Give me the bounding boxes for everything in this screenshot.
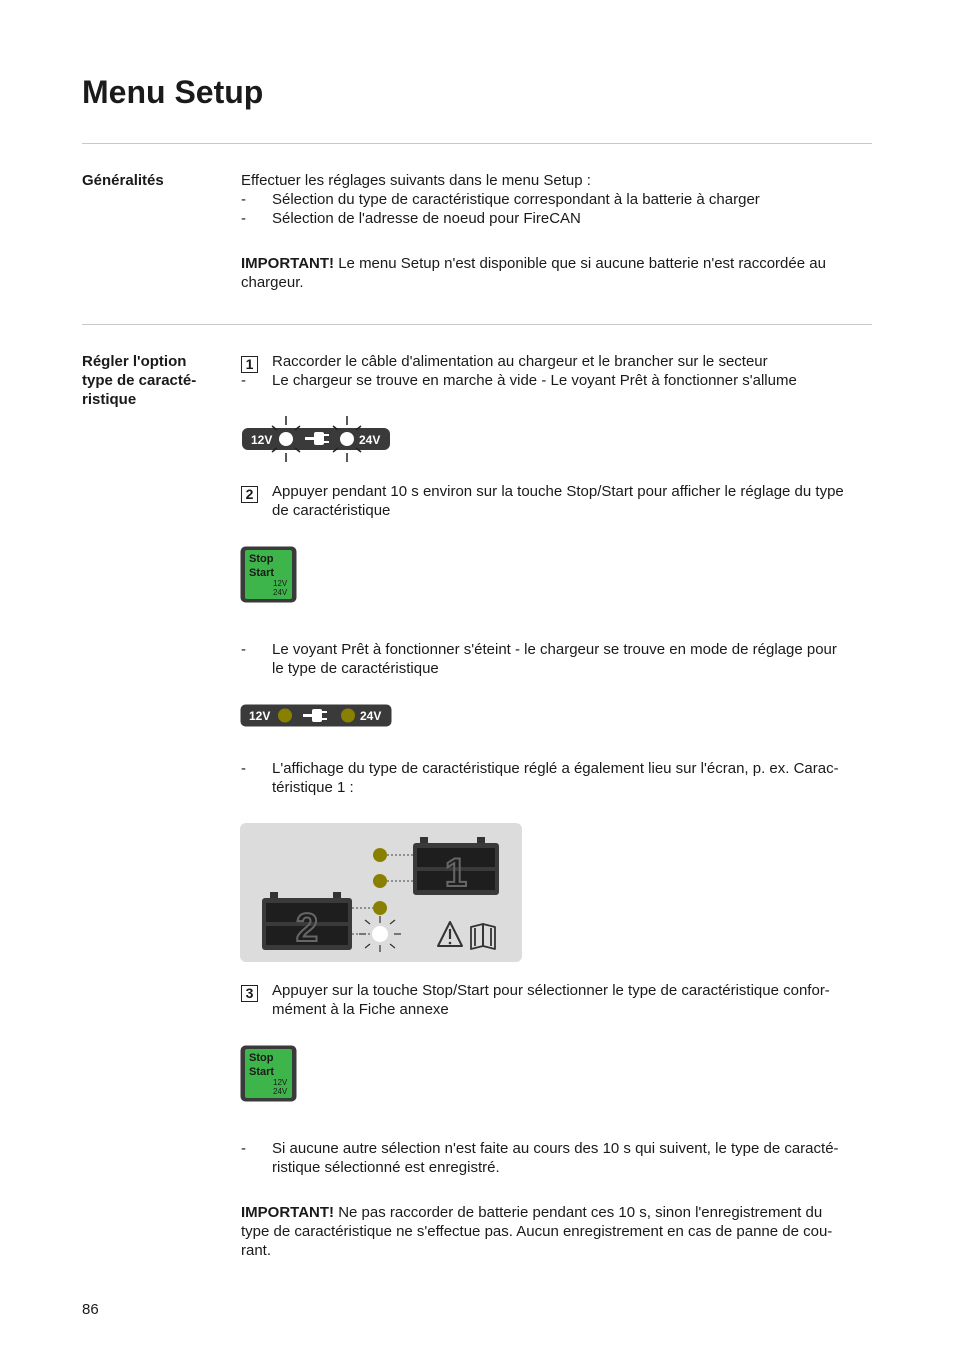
step2-sub1-cont: le type de caractéristique	[272, 660, 439, 677]
bullet-dash: -	[241, 1140, 246, 1157]
indicator-label-24v: 24V	[360, 709, 382, 723]
bullet-dash: -	[241, 372, 246, 389]
step2-text: Appuyer pendant 10 s environ sur la touche Stop/Start pour afficher le réglage du type	[272, 483, 844, 500]
step-number-3: 3	[241, 985, 258, 1002]
step3-sub-cont: ristique sélectionné est enregistré.	[272, 1159, 500, 1176]
stop-start-button[interactable]	[240, 546, 297, 603]
bullet-dash: -	[241, 760, 246, 777]
page-number: 86	[82, 1301, 99, 1318]
led-24v-on	[340, 432, 354, 446]
step1-text: Raccorder le câble d'alimentation au chargeur et le brancher sur le secteur	[272, 353, 768, 370]
button-label-stop: Stop	[249, 1052, 274, 1064]
button-small-24v: 24V	[273, 588, 288, 597]
important-note-2-cont: type de caractéristique ne s'effectue pas. Aucun enregistrement en cas de panne de cou-	[241, 1223, 833, 1240]
indicator-label-24v: 24V	[359, 433, 381, 447]
step3-sub: Si aucune autre sélection n'est faite au cours des 10 s qui suivent, le type de caracté-	[272, 1140, 839, 1157]
divider	[82, 324, 872, 325]
step3-text-cont: mément à la Fiche annexe	[272, 1001, 449, 1018]
button-small-24v: 24V	[273, 1087, 288, 1096]
led-12v-on	[279, 432, 293, 446]
important-label: IMPORTANT!	[241, 255, 335, 272]
important-note-2	[241, 1203, 873, 1222]
important-note-1	[241, 254, 873, 273]
led-indicator	[373, 874, 387, 888]
step2-sub1: Le voyant Prêt à fonctionner s'éteint - le chargeur se trouve en mode de réglage pour	[272, 641, 837, 658]
intro-text: Effectuer les réglages suivants dans le menu Setup :	[241, 172, 591, 189]
section-label-line: Régler l'option	[82, 353, 187, 370]
step2-text-cont: de caractéristique	[272, 502, 391, 519]
button-label-start: Start	[249, 567, 275, 579]
important-note-1-cont: chargeur.	[241, 274, 304, 291]
important-text: Le menu Setup n'est disponible que si aucune batterie n'est raccordée au	[334, 255, 826, 272]
indicator-label-12v: 12V	[249, 709, 271, 723]
button-label-start: Start	[249, 1066, 275, 1078]
bullet-item: Sélection de l'adresse de noeud pour FireCAN	[272, 210, 581, 227]
bullet-dash: -	[241, 641, 246, 658]
divider	[82, 143, 872, 144]
led-12v-off	[278, 709, 292, 723]
important-note-2-cont: rant.	[241, 1242, 272, 1259]
led-24v-off	[341, 709, 355, 723]
important-label: IMPORTANT!	[241, 1204, 335, 1221]
digit-1: 1	[444, 851, 468, 895]
important-text: Ne pas raccorder de batterie pendant ces 10 s, sinon l'enregistrement du	[334, 1204, 823, 1221]
digit-2: 2	[295, 906, 319, 950]
section-label-line: type de caracté-	[82, 372, 197, 389]
section-label-line: ristique	[82, 391, 137, 408]
battery-2-icon	[262, 892, 352, 950]
bullet-dash: -	[241, 210, 246, 227]
indicator-label-12v: 12V	[251, 433, 273, 447]
indicator-panel-off	[240, 704, 392, 728]
stop-start-button[interactable]	[240, 1045, 297, 1102]
led-indicator	[373, 901, 387, 915]
section-label-generalites: Généralités	[82, 172, 164, 189]
bullet-item: Sélection du type de caractéristique correspondant à la batterie à charger	[272, 191, 760, 208]
display-panel	[240, 823, 522, 962]
button-label-stop: Stop	[249, 553, 274, 565]
step-number-2: 2	[241, 486, 258, 503]
led-indicator	[373, 848, 387, 862]
battery-1-icon	[413, 837, 499, 895]
step2-sub2-cont: téristique 1 :	[272, 779, 354, 796]
page-title: Menu Setup	[82, 74, 264, 110]
bullet-dash: -	[241, 191, 246, 208]
step-number-1: 1	[241, 356, 258, 373]
step3-text: Appuyer sur la touche Stop/Start pour sélectionner le type de caractéristique confor-	[272, 982, 830, 999]
step1-sub: Le chargeur se trouve en marche à vide - Le voyant Prêt à fonctionner s'allume	[272, 372, 797, 389]
button-small-12v: 12V	[273, 1078, 288, 1087]
indicator-panel-lit	[240, 414, 392, 464]
led-indicator-lit	[372, 926, 388, 942]
step2-sub2: L'affichage du type de caractéristique réglé a également lieu sur l'écran, p. ex. Carac-	[272, 760, 839, 777]
button-small-12v: 12V	[273, 579, 288, 588]
